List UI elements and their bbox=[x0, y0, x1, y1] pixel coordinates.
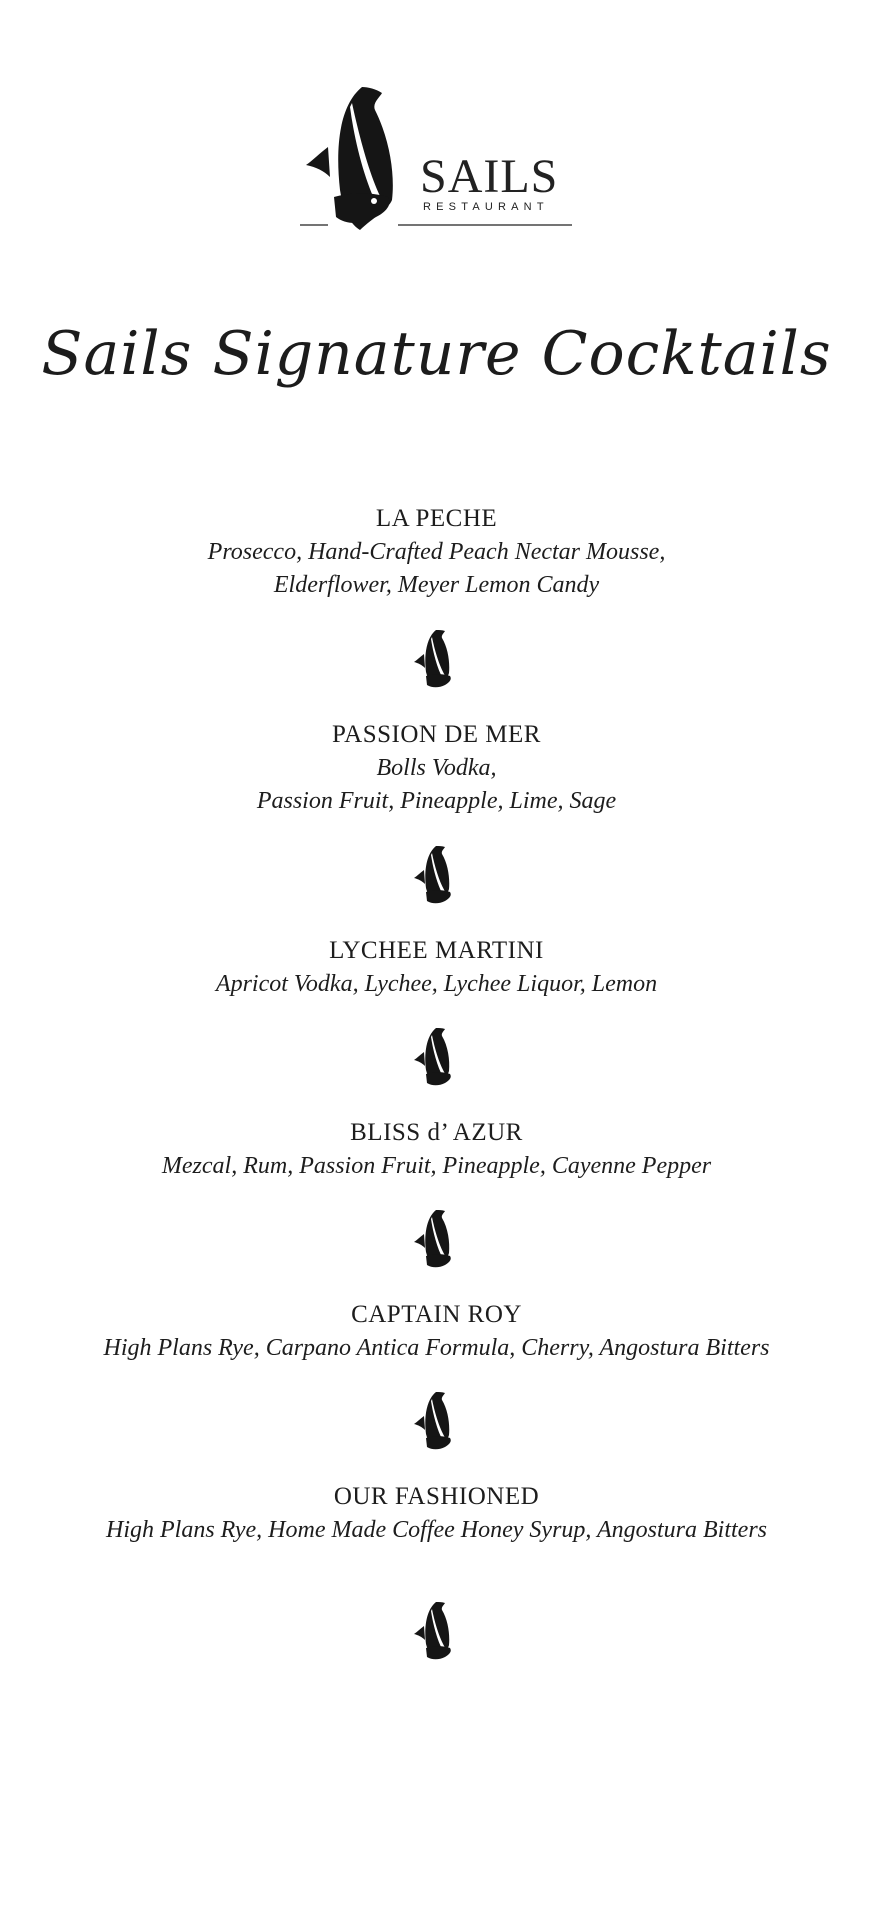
item-name: BLISS d’ AZUR bbox=[350, 1119, 523, 1146]
divider bbox=[296, 844, 578, 908]
menu-item bbox=[0, 502, 873, 602]
menu-item bbox=[0, 1298, 873, 1365]
logo-subtitle: RESTAURANT bbox=[423, 201, 549, 213]
item-name: LA PECHE bbox=[375, 505, 498, 532]
restaurant-logo bbox=[300, 85, 572, 245]
sailboat-divider-icon bbox=[296, 844, 578, 908]
item-description-line: Bolls Vodka, bbox=[376, 755, 497, 781]
item-name: PASSION DE MER bbox=[332, 721, 541, 748]
item-description-line: High Plans Rye, Home Made Coffee Honey Syrup, Angostura Bitters bbox=[105, 1517, 767, 1543]
item-description-line: Elderflower, Meyer Lemon Candy bbox=[273, 572, 600, 598]
item-name: LYCHEE MARTINI bbox=[329, 937, 544, 964]
menu-title: Sails Signature Cocktails bbox=[41, 319, 832, 389]
sailboat-divider-icon bbox=[296, 1026, 578, 1090]
item-description-line: Passion Fruit, Pineapple, Lime, Sage bbox=[256, 788, 617, 814]
item-name: CAPTAIN ROY bbox=[351, 1301, 522, 1328]
sailboat-divider-icon bbox=[296, 1390, 578, 1454]
menu-item bbox=[0, 718, 873, 818]
sailboat-divider-icon bbox=[296, 1208, 578, 1272]
item-description-line: Mezcal, Rum, Passion Fruit, Pineapple, Cayenne Pepper bbox=[161, 1153, 712, 1179]
sailboat-divider-icon bbox=[296, 1600, 578, 1664]
menu-item bbox=[0, 1116, 873, 1183]
item-description-line: Apricot Vodka, Lychee, Lychee Liquor, Lemon bbox=[215, 971, 658, 997]
divider bbox=[296, 1390, 578, 1454]
divider bbox=[296, 1026, 578, 1090]
logo-wordmark: SAILS bbox=[420, 150, 559, 203]
menu-item bbox=[0, 1480, 873, 1547]
item-name: OUR FASHIONED bbox=[333, 1483, 540, 1510]
divider bbox=[296, 1600, 578, 1664]
divider bbox=[296, 1208, 578, 1272]
divider bbox=[296, 628, 578, 692]
item-description-line: Prosecco, Hand-Crafted Peach Nectar Mousse, bbox=[207, 539, 666, 565]
sailboat-divider-icon bbox=[296, 628, 578, 692]
menu-item bbox=[0, 934, 873, 1001]
item-description-line: High Plans Rye, Carpano Antica Formula, Cherry, Angostura Bitters bbox=[103, 1335, 770, 1361]
